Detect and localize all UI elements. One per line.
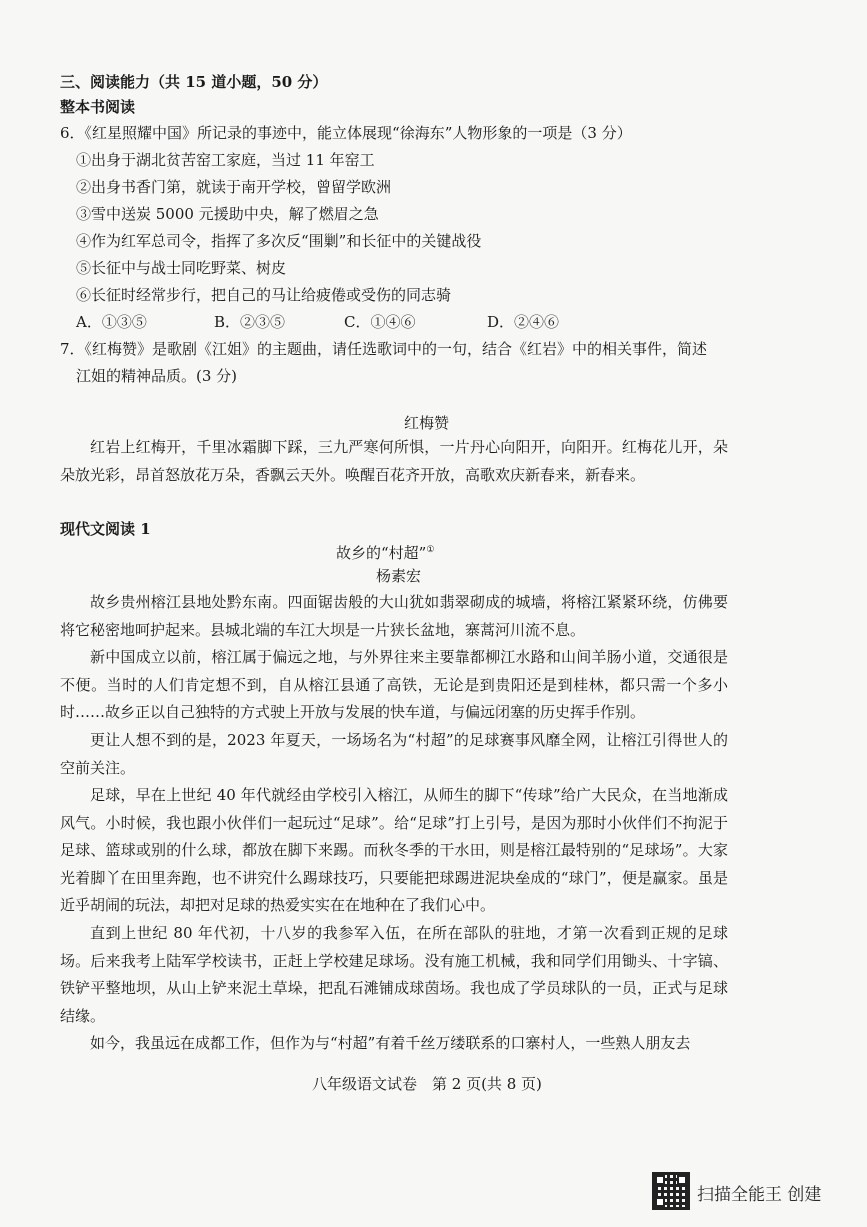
q6-item-6: ⑥长征时经常步行，把自己的马让给疲倦或受伤的同志骑 xyxy=(76,286,452,304)
page-footer: 八年级语文试卷 第 2 页(共 8 页) xyxy=(312,1075,542,1093)
poem-text: 红岩上红梅开，千里冰霜脚下踩，三九严寒何所惧，一片丹心向阳开，向阳开。红梅花儿开，朵朵放光彩，昂首怒放花万朵，香飘云天外。唤醒百花齐开放，高歌欢庆新春来，新春来。 xyxy=(60,438,728,484)
q6-item-5: ⑤长征中与战士同吃野菜、树皮 xyxy=(76,259,287,277)
question-7-line1: 7．《红梅赞》是歌剧《江姐》的主题曲，请任选歌词中的一句，结合《红岩》中的相关事件，简述 xyxy=(60,340,708,358)
question-6-stem: 6．《红星照耀中国》所记录的事迹中，能立体展现“徐海东”人物形象的一项是（3 分） xyxy=(60,124,632,142)
poem-title: 红梅赞 xyxy=(404,414,450,432)
subsection-whole-book: 整本书阅读 xyxy=(60,98,136,116)
q6-option-b: B．②③⑤ xyxy=(214,313,286,331)
q6-option-d: D．②④⑥ xyxy=(487,313,560,331)
section-title: 三、阅读能力（共 15 道小题，50 分） xyxy=(60,73,328,91)
q6-item-4: ④作为红军总司令，指挥了多次反“围剿”和长征中的关键战役 xyxy=(76,232,482,250)
article-title xyxy=(336,540,434,563)
article-author: 杨素宏 xyxy=(376,567,422,585)
q6-option-a: A．①③⑤ xyxy=(76,313,147,331)
question-7-line2: 江姐的精神品质。(3 分) xyxy=(76,367,238,385)
article-paragraph-4: 足球，早在上世纪 40 年代就经由学校引入榕江，从师生的脚下“传球”给广大民众，在当地渐成风气。小时候，我也跟小伙伴们一起玩过“足球”。给“足球”打上引号，是因为那时小伙伴们不拘泥于足球、篮球或别的什么球，都放在脚下来踢。而秋冬季的干水田，则是榕江最特别的“足球场”。大家光着脚丫在田里奔跑，也不讲究什么踢球技巧，只要能把球踢进泥块垒成的“球门”，便是赢家。虽是近乎胡闹的玩法，却把对足球的热爱实实在在地种在了我们心中。 xyxy=(60,786,728,914)
subsection-modern-reading: 现代文阅读 1 xyxy=(60,520,151,538)
footnote-mark: ① xyxy=(426,545,435,555)
scanner-watermark: 扫描全能王 创建 xyxy=(697,1185,822,1205)
q6-option-c: C．①④⑥ xyxy=(344,313,416,331)
q6-item-2: ②出身书香门第，就读于南开学校，曾留学欧洲 xyxy=(76,178,392,196)
q6-item-1: ①出身于湖北贫苦窑工家庭，当过 11 年窑工 xyxy=(76,151,375,169)
article-title-text: 故乡的“村超” xyxy=(336,544,427,562)
q6-item-3: ③雪中送炭 5000 元援助中央，解了燃眉之急 xyxy=(76,205,379,223)
qr-code-icon xyxy=(652,1172,690,1210)
article-paragraph-3: 更让人想不到的是，2023 年夏天，一场场名为“村超”的足球赛事风靡全网，让榕江引得世人的空前关注。 xyxy=(60,731,728,777)
article-paragraph-2: 新中国成立以前，榕江属于偏远之地，与外界往来主要靠都柳江水路和山间羊肠小道，交通很是不便。当时的人们肯定想不到，自从榕江县通了高铁，无论是到贵阳还是到桂林，都只需一个多小时……故乡正以自己独特的方式驶上开放与发展的快车道，与偏远闭塞的历史挥手作别。 xyxy=(60,648,728,721)
article-paragraph-6: 如今，我虽远在成都工作，但作为与“村超”有着千丝万缕联系的口寨村人，一些熟人朋友去 xyxy=(90,1034,691,1052)
article-paragraph-1: 故乡贵州榕江县地处黔东南。四面锯齿般的大山犹如翡翠砌成的城墙，将榕江紧紧环绕，仿佛要将它秘密地呵护起来。县城北端的车江大坝是一片狭长盆地，寨蒿河川流不息。 xyxy=(60,593,728,639)
article-paragraph-5: 直到上世纪 80 年代初，十八岁的我参军入伍，在所在部队的驻地，才第一次看到正规的足球场。后来我考上陆军学校读书，正赶上学校建足球场。没有施工机械，我和同学们用锄头、十字镐、铁铲平整地坝，从山上铲来泥土草垛，把乱石滩铺成球茵场。我也成了学员球队的一员，正式与足球结缘。 xyxy=(60,924,728,1025)
